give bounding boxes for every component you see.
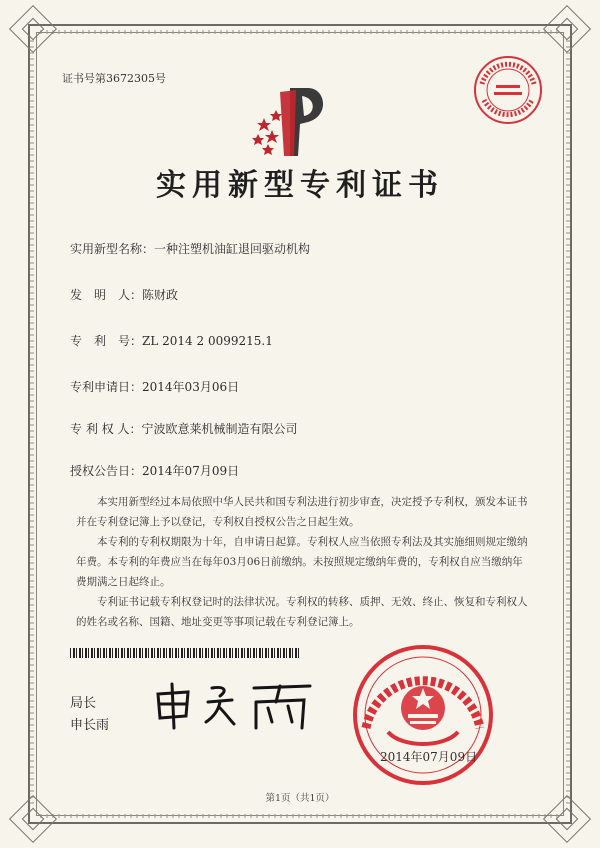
director-name: 申长雨 — [70, 718, 110, 733]
paragraph-grant: 本实用新型经过本局依照中华人民共和国专利法进行初步审查，决定授予专利权，颁发本证书并在专利登记簿上予以登记，专利权自授权公告之日起生效。 — [76, 496, 528, 528]
paragraph-record: 专利证书记载专利权登记时的法律状况。专利权的转移、质押、无效、终止、恢复和专利权人的姓名或名称、国籍、地址变更等事项记载在专利登记簿上。 — [76, 596, 528, 628]
field-application-date — [70, 378, 239, 395]
field-inventor — [70, 286, 178, 303]
barcode — [70, 648, 300, 658]
seal-date: 2014年07月09日 — [380, 750, 478, 764]
certificate-number: 证书号第3672305号 — [62, 72, 166, 85]
field-label: 专 利 权 人： — [70, 422, 142, 436]
left-border-pattern — [30, 40, 34, 808]
field-value: 2014年03月06日 — [142, 380, 240, 394]
field-label: 授权公告日： — [70, 464, 143, 478]
field-value: 宁波欧意莱机械制造有限公司 — [141, 422, 298, 436]
paragraph-term: 本专利的专利权期限为十年，自申请日起算。专利权人应当依照专利法及其实施细则规定缴纳年费。本专利的年费应当在每年03月06日前缴纳。未按照规定缴纳年费的，专利权自应当缴纳年费期满之日起终止。 — [76, 536, 528, 588]
right-border-pattern — [566, 40, 570, 808]
field-grant-date — [70, 462, 239, 479]
field-patentee — [70, 420, 297, 437]
field-label: 专 利 号： — [70, 334, 143, 348]
field-value: 一种注塑机油缸退回驱动机构 — [154, 242, 311, 256]
certificate-title: 实用新型专利证书 — [156, 168, 444, 203]
field-value: 陈财政 — [142, 288, 179, 302]
bottom-border-pattern — [40, 814, 560, 818]
field-label: 实用新型名称： — [70, 242, 155, 256]
page-number: 第1页（共1页） — [265, 793, 335, 804]
director-signature — [150, 676, 320, 732]
patent-office-logo-icon — [250, 82, 336, 160]
director-title: 局长 — [70, 696, 97, 711]
agency-seal-stamp — [472, 54, 544, 126]
field-label: 专利申请日： — [70, 380, 143, 394]
top-border-pattern — [40, 30, 560, 34]
field-value: ZL 2014 2 0099215.1 — [142, 334, 273, 348]
field-patent-number — [70, 332, 273, 349]
field-label: 发 明 人： — [70, 288, 143, 302]
field-utility-model-name — [70, 240, 310, 257]
field-value: 2014年07月09日 — [142, 464, 240, 478]
